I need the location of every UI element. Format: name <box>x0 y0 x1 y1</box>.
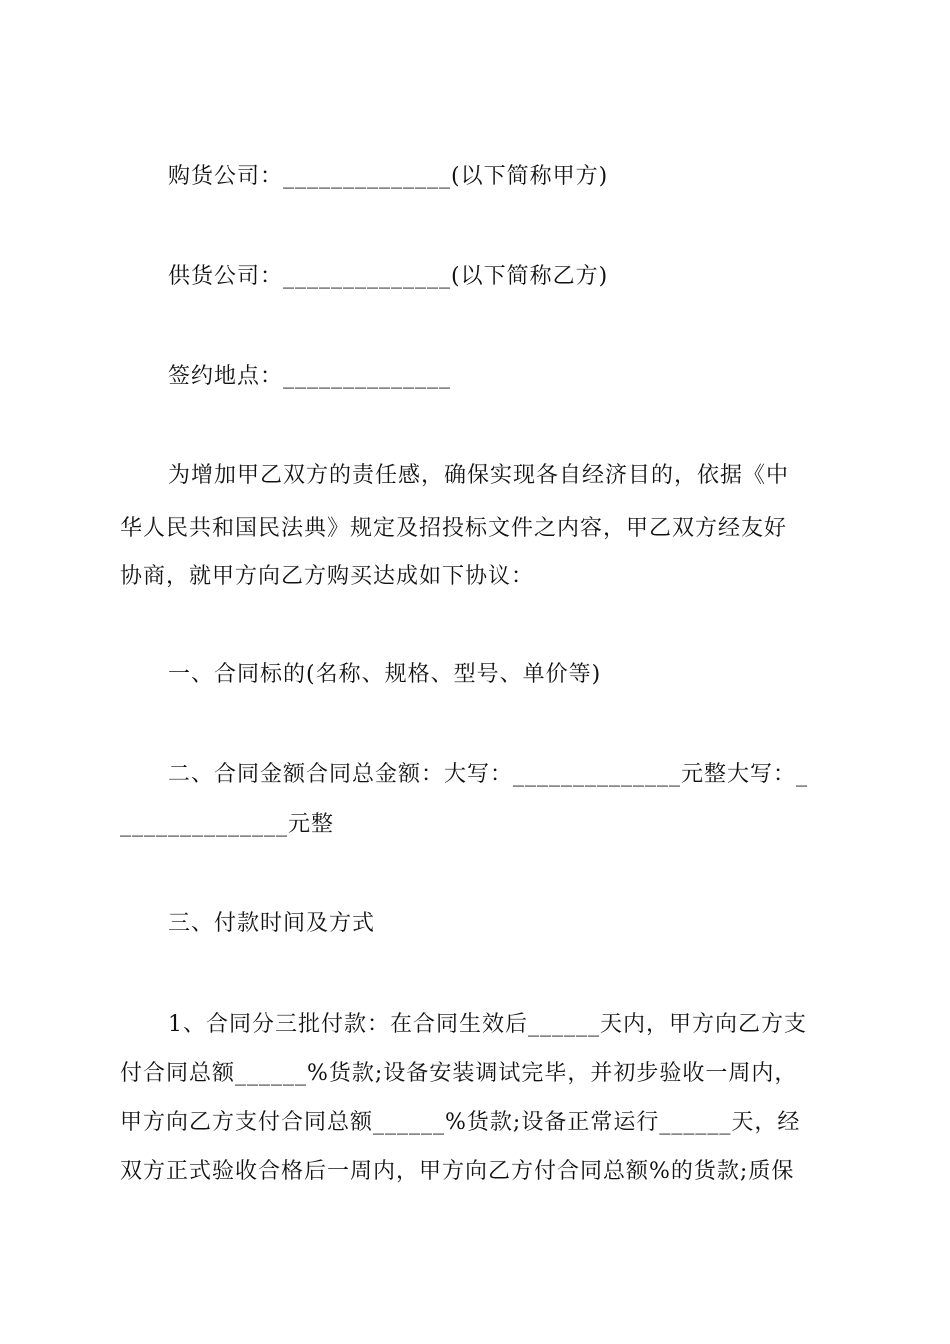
payment-line-3: 甲方向乙方支付合同总额______%货款;设备正常运行______天，经 <box>120 1110 801 1135</box>
buyer-company-line: 购货公司：______________(以下简称甲方) <box>168 164 609 189</box>
signing-location-line: 签约地点：______________ <box>168 364 452 389</box>
supplier-company-line: 供货公司：______________(以下简称乙方) <box>168 264 609 289</box>
payment-line-1: 1、合同分三批付款：在合同生效后______天内，甲方向乙方支 <box>168 1012 807 1037</box>
section-2-line-2: ______________元整 <box>120 812 335 837</box>
payment-line-2: 付合同总额______%货款;设备安装调试完毕，并初步验收一周内， <box>120 1061 798 1086</box>
section-2-line-1: 二、合同金额合同总金额：大写：______________元整大写：_ <box>168 762 809 787</box>
payment-line-4: 双方正式验收合格后一周内，甲方向乙方付合同总额%的货款;质保 <box>120 1159 795 1184</box>
section-1-title: 一、合同标的(名称、规格、型号、单价等) <box>168 662 602 687</box>
preamble-line-3: 协商，就甲方向乙方购买达成如下协议： <box>120 564 535 589</box>
section-3-title: 三、付款时间及方式 <box>168 911 376 936</box>
preamble-line-1: 为增加甲乙双方的责任感，确保实现各自经济目的，依据《中 <box>168 463 790 488</box>
preamble-line-2: 华人民共和国民法典》规定及招投标文件之内容，甲乙双方经友好 <box>120 516 788 541</box>
